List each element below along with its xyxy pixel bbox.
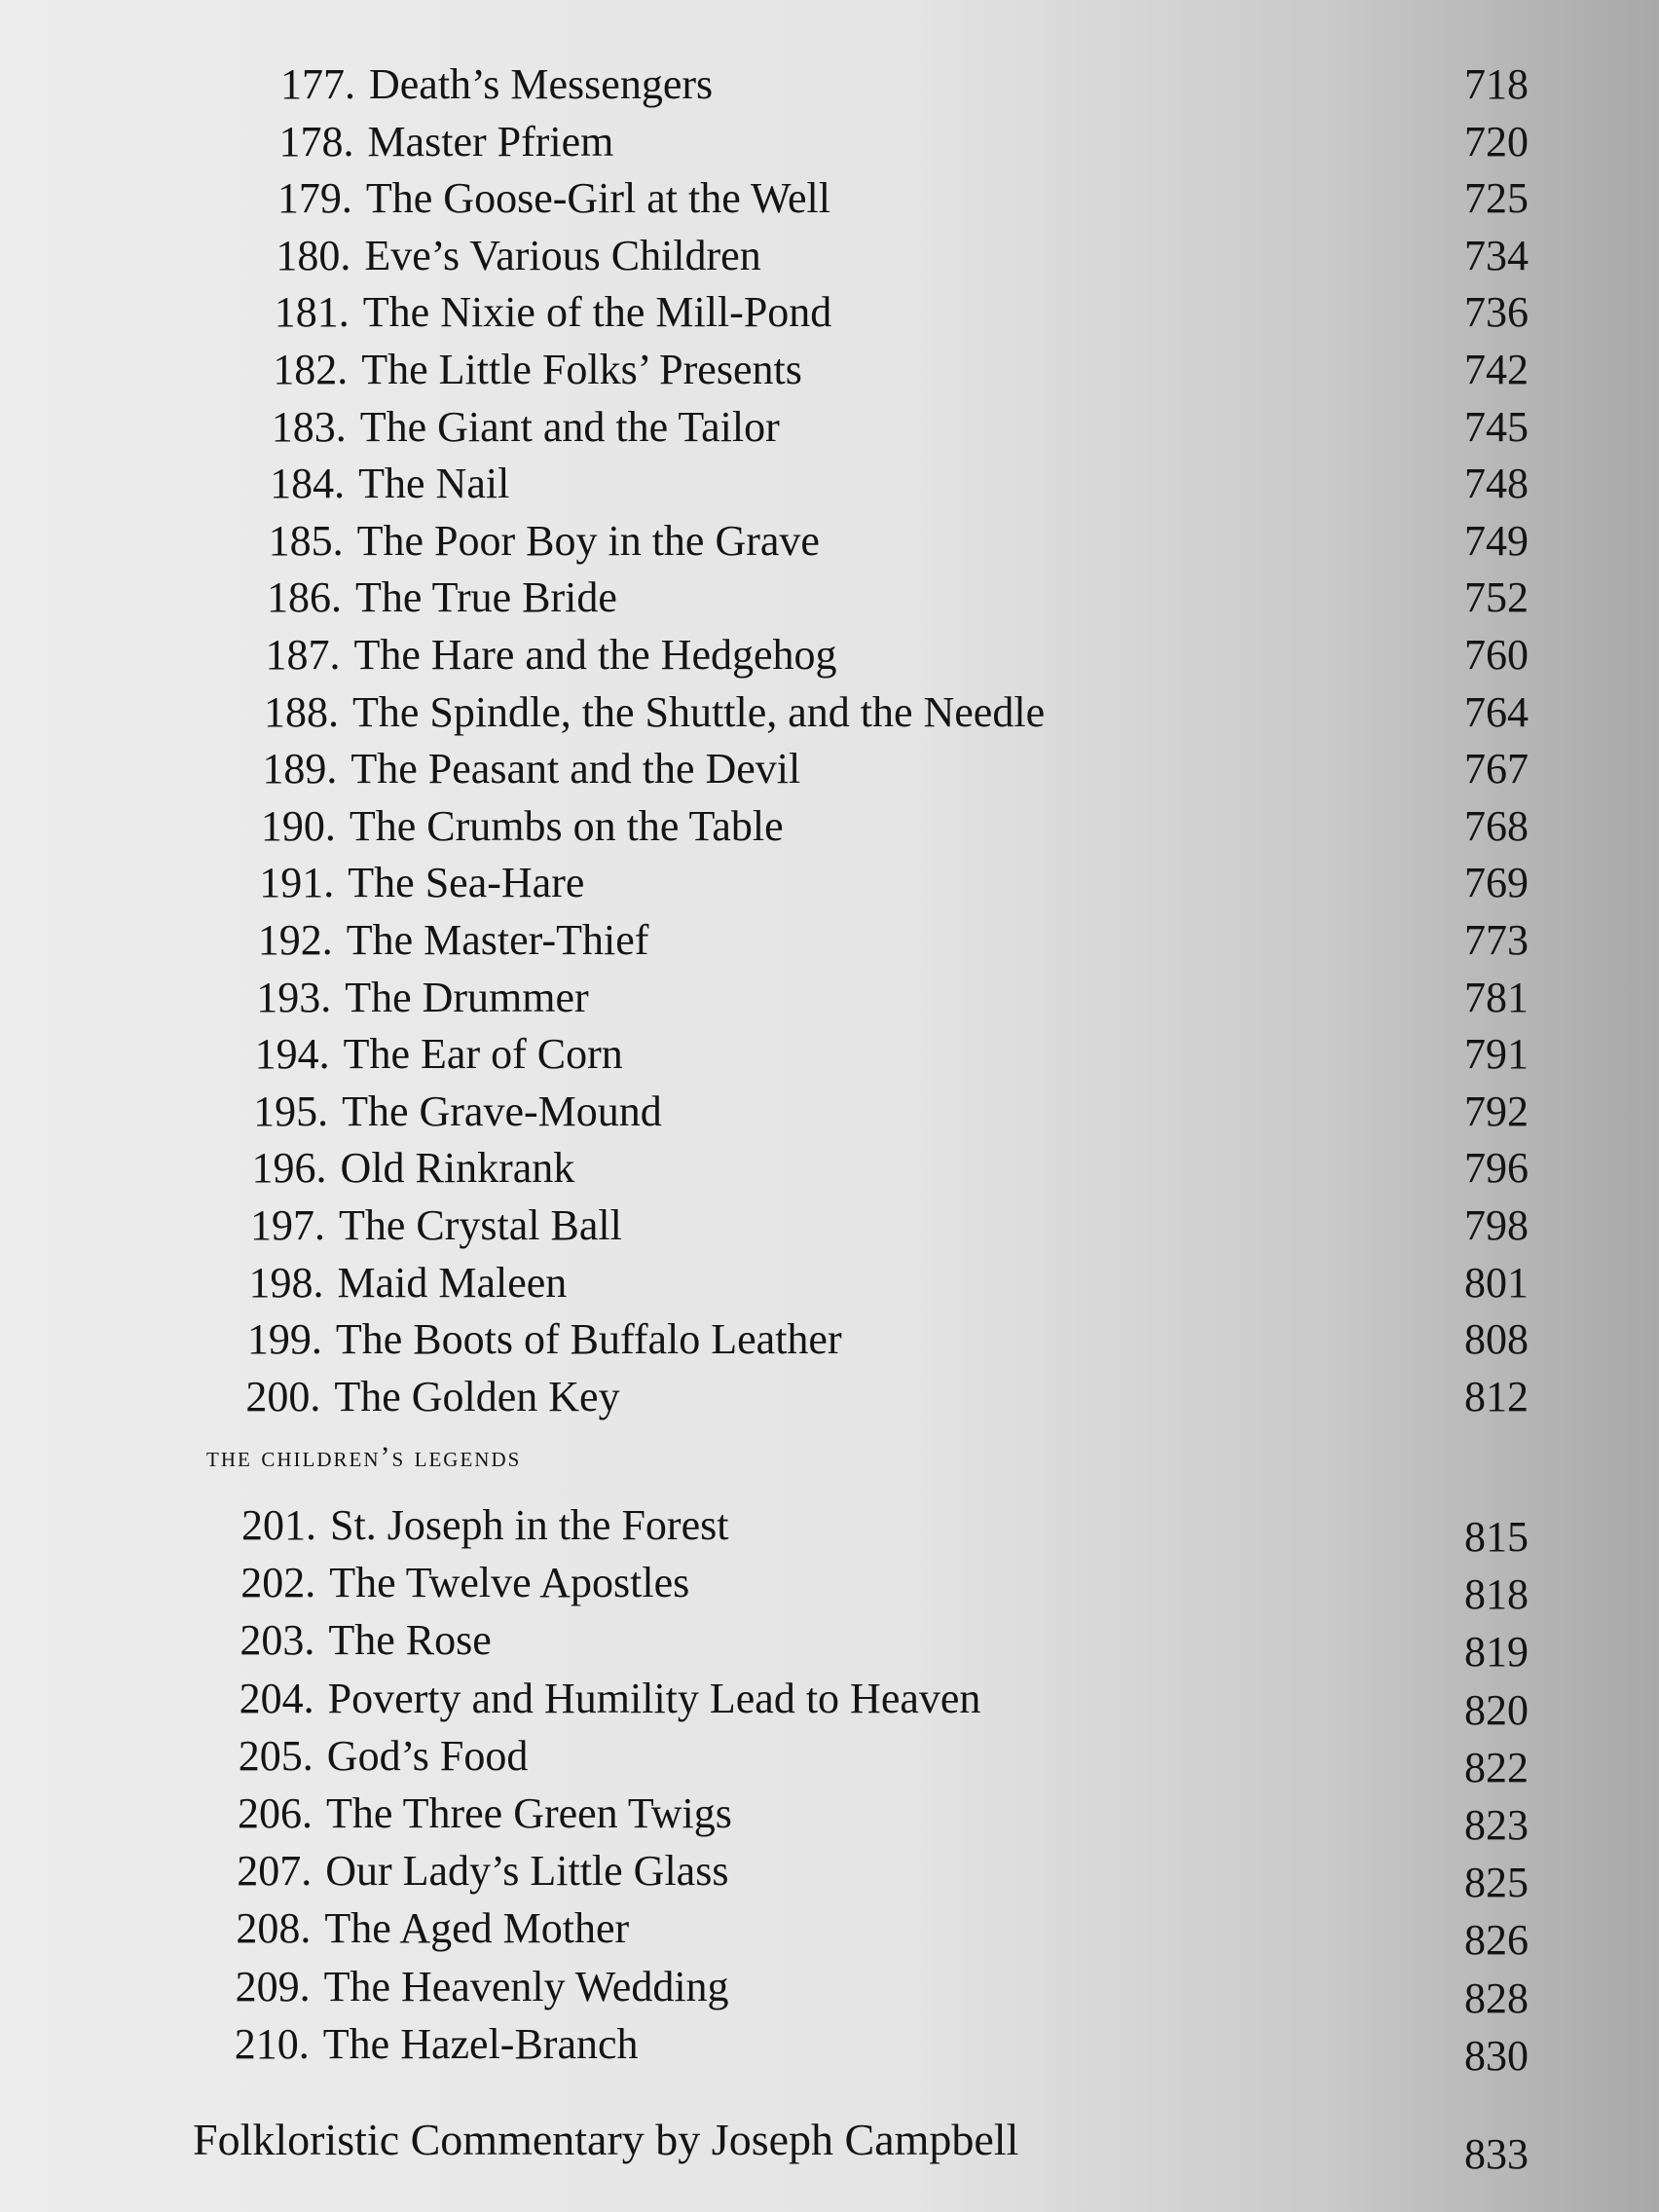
entry-title: The Peasant and the Devil [350, 745, 801, 793]
toc-entry [270, 456, 509, 512]
toc-entry [277, 170, 830, 227]
entry-page: 752 [1464, 573, 1529, 622]
entry-title: Eve’s Various Children [364, 231, 761, 279]
toc-entry [235, 2016, 639, 2073]
entry-title: The Twelve Apostles [329, 1559, 690, 1607]
entry-page: 791 [1464, 1030, 1529, 1079]
entry-page: 825 [1464, 1859, 1529, 1907]
entry-title: Our Lady’s Little Glass [325, 1847, 729, 1896]
entry-number: 187. [265, 631, 341, 679]
entry-number: 181. [274, 288, 350, 337]
entry-title: Master Pfriem [367, 117, 614, 166]
entry-page: 718 [1464, 60, 1529, 108]
entry-number: 204. [239, 1674, 314, 1722]
toc-entry [245, 1369, 619, 1425]
entry-page: 801 [1464, 1258, 1529, 1307]
entry-number: 203. [240, 1616, 315, 1665]
entry-number: 191. [259, 859, 335, 907]
toc-entry [255, 1026, 623, 1083]
entry-page: 748 [1464, 460, 1529, 508]
commentary-title: Folkloristic Commentary by Joseph Campbell [193, 2115, 1019, 2164]
entry-number: 197. [250, 1201, 325, 1249]
entry-title: God’s Food [326, 1731, 529, 1780]
entry-page: 736 [1464, 288, 1529, 337]
entry-title: The Nixie of the Mill-Pond [362, 288, 832, 337]
toc-entry [240, 1671, 981, 1727]
entry-page: 773 [1464, 916, 1529, 964]
entry-number: 202. [240, 1559, 316, 1607]
entry-title: The Master-Thief [346, 916, 649, 964]
entry-page: 818 [1464, 1570, 1529, 1619]
entry-number: 188. [263, 687, 339, 736]
toc-entry [267, 570, 617, 626]
toc-entry [240, 1612, 491, 1669]
entry-page: 815 [1464, 1513, 1529, 1561]
toc-entry [256, 970, 588, 1026]
entry-number: 193. [256, 973, 332, 1021]
toc-entry [253, 1084, 662, 1140]
section-heading: the children’s legends [206, 1441, 522, 1473]
entry-number: 177. [280, 60, 355, 108]
toc-entry [236, 1900, 629, 1957]
entry-title: The Hazel-Branch [322, 2019, 639, 2068]
toc-entry [280, 56, 713, 113]
entry-title: St. Joseph in the Forest [330, 1501, 729, 1549]
entry-title: The Boots of Buffalo Leather [335, 1315, 842, 1364]
entry-page: 796 [1464, 1144, 1529, 1193]
toc-entry [262, 741, 800, 797]
entry-title: The Crumbs on the Table [349, 801, 784, 850]
entry-title: The Crystal Ball [339, 1201, 622, 1249]
entry-title: The Three Green Twigs [326, 1789, 732, 1837]
entry-number: 205. [238, 1731, 313, 1780]
entry-number: 185. [268, 516, 344, 565]
entry-title: Death’s Messengers [369, 60, 714, 108]
entry-page: 820 [1464, 1685, 1529, 1734]
entry-page: 792 [1464, 1087, 1529, 1135]
entry-number: 182. [273, 346, 349, 393]
toc-entry [272, 399, 780, 456]
entry-title: The Golden Key [334, 1372, 620, 1420]
entry-page: 768 [1464, 801, 1529, 850]
entry-title: Poverty and Humility Lead to Heaven [327, 1674, 981, 1722]
toc-entry [264, 684, 1045, 741]
entry-page: 808 [1464, 1315, 1529, 1364]
entry-title: The Goose-Girl at the Well [365, 174, 830, 223]
toc-entry [275, 284, 832, 341]
entry-title: The Rose [328, 1616, 492, 1665]
entry-title: Old Rinkrank [340, 1144, 575, 1193]
entry-page: 720 [1464, 117, 1529, 166]
entry-title: The Drummer [345, 973, 589, 1021]
entry-title: The Grave-Mound [342, 1087, 662, 1135]
toc-entry [241, 1497, 728, 1554]
entry-page: 828 [1464, 1973, 1529, 2022]
entry-page: 823 [1464, 1801, 1529, 1849]
entry-number: 194. [254, 1030, 330, 1079]
entry-number: 179. [276, 174, 352, 223]
entry-page: 830 [1464, 2031, 1529, 2080]
toc-entry [278, 114, 613, 170]
toc-entry [236, 1959, 729, 2015]
entry-title: The Aged Mother [324, 1904, 630, 1953]
toc-entry [247, 1311, 842, 1368]
toc-entry [250, 1198, 622, 1254]
entry-page: 764 [1464, 687, 1529, 736]
entry-number: 206. [238, 1789, 313, 1837]
entry-number: 195. [253, 1087, 329, 1135]
entry-page: 781 [1464, 973, 1529, 1021]
toc-entry [259, 855, 584, 911]
entry-page: 734 [1464, 231, 1529, 279]
toc-entry [238, 1786, 732, 1842]
entry-title: Maid Maleen [337, 1258, 568, 1307]
entry-page: 822 [1464, 1743, 1529, 1791]
entry-page: 812 [1464, 1372, 1529, 1420]
entry-number: 196. [251, 1144, 327, 1193]
entry-number: 201. [241, 1501, 316, 1549]
entry-page: 826 [1464, 1916, 1529, 1965]
entry-page: 725 [1464, 174, 1529, 223]
entry-number: 178. [278, 117, 354, 166]
entry-page: 745 [1464, 402, 1529, 451]
toc-entry [276, 228, 760, 284]
entry-page: 742 [1464, 346, 1529, 393]
entry-title: The Hare and the Hedgehog [353, 631, 837, 679]
entry-number: 210. [234, 2019, 310, 2068]
entry-page: 819 [1464, 1628, 1529, 1677]
entry-number: 184. [270, 460, 346, 508]
entry-number: 208. [236, 1904, 312, 1953]
entry-number: 183. [271, 402, 347, 451]
entry-number: 192. [257, 916, 333, 964]
toc-entry [248, 1255, 567, 1311]
entry-page: 798 [1464, 1201, 1529, 1249]
entry-title: The Giant and the Tailor [359, 402, 780, 451]
entry-title: The Spindle, the Shuttle, and the Needle [351, 687, 1046, 736]
entry-number: 190. [260, 801, 336, 850]
entry-page: 767 [1464, 745, 1529, 793]
toc-entry [258, 912, 649, 969]
entry-title: The Little Folks’ Presents [361, 346, 802, 393]
toc-entry [266, 627, 837, 683]
toc-entry [261, 798, 784, 855]
entry-title: The Ear of Corn [343, 1030, 623, 1079]
toc-entry [273, 342, 802, 398]
entry-number: 207. [237, 1847, 313, 1896]
entry-number: 199. [246, 1315, 322, 1364]
entry-title: The Nail [358, 460, 510, 508]
toc-entry [269, 513, 820, 570]
entry-title: The Heavenly Wedding [323, 1962, 729, 2010]
entry-page: 769 [1464, 859, 1529, 907]
entry-number: 189. [262, 745, 338, 793]
commentary-page: 833 [1464, 2130, 1529, 2178]
entry-title: The True Bride [355, 573, 617, 622]
entry-number: 198. [248, 1258, 324, 1307]
toc-entry [252, 1140, 575, 1197]
entry-number: 209. [235, 1962, 311, 2010]
entry-number: 200. [245, 1372, 321, 1420]
entry-number: 186. [267, 573, 343, 622]
toc-entry [240, 1555, 689, 1611]
toc-entry [239, 1728, 529, 1785]
toc-entry [237, 1843, 728, 1899]
entry-page: 760 [1464, 631, 1529, 679]
entry-title: The Poor Boy in the Grave [356, 516, 820, 565]
entry-title: The Sea-Hare [348, 859, 585, 907]
entry-number: 180. [276, 231, 351, 279]
entry-page: 749 [1464, 516, 1529, 565]
